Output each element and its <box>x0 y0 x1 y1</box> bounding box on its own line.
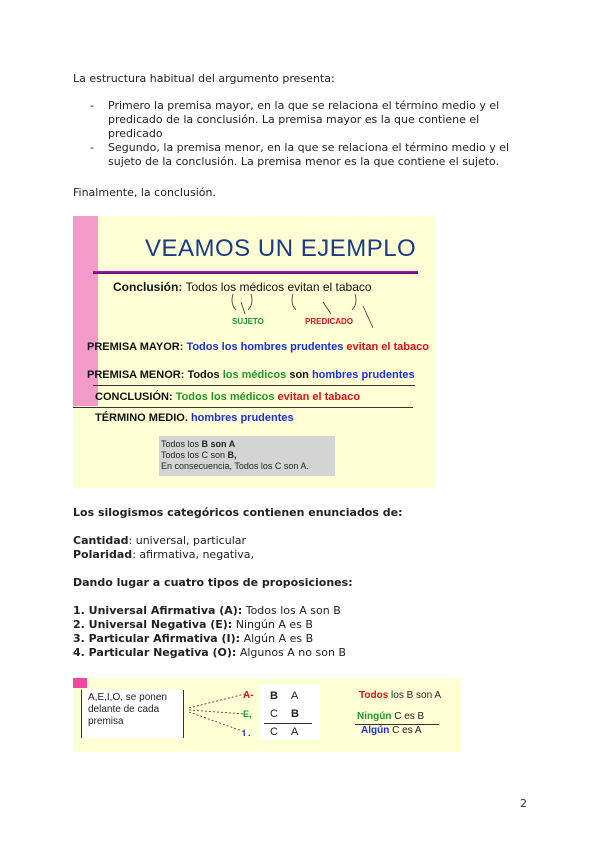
subject-label: SUJETO <box>232 317 264 326</box>
syllogism-example-box: Todos los B son A Todos los C son B, En consecuencia, Todos los C son A. <box>159 436 335 476</box>
notation-note: A,E,I,O, se ponen delante de cada premisa <box>81 690 184 738</box>
letter-a: A- <box>243 690 254 701</box>
conclusion-row: CONCLUSIÓN: Todos los médicos evitan el tabaco <box>95 391 361 403</box>
divider <box>93 385 415 386</box>
polarity-line: Polaridad: afirmativa, negativa, <box>73 548 255 561</box>
major-premise: PREMISA MAYOR: Todos los hombres prudentes evitan el tabaco <box>87 341 429 353</box>
letter-e: E, <box>243 709 252 719</box>
quantity-line: Cantidad: universal, particular <box>73 534 247 547</box>
slide-accent <box>73 678 87 688</box>
predicate-label: PREDICADO <box>305 317 354 326</box>
types-heading: Dando lugar a cuatro tipos de proposiciones: <box>73 576 353 589</box>
structure-list <box>90 99 530 169</box>
finally-text: Finalmente, la conclusión. <box>73 186 216 199</box>
minor-premise: PREMISA MENOR: Todos los médicos son hombres prudentes <box>87 369 415 381</box>
example-slide <box>73 216 436 488</box>
syllogism-heading: Los silogismos categóricos contienen enunciados de: <box>73 506 403 519</box>
divider <box>73 407 413 408</box>
middle-term-row: TÉRMINO MEDIO. hombres prudentes <box>95 412 294 424</box>
list-item: 3. Particular Afirmativa (I): Algún A es B <box>73 632 314 645</box>
title-rule <box>93 271 418 274</box>
rule-line: Todos los B son A <box>359 690 442 701</box>
notation-slide <box>73 678 461 752</box>
term-grid: B A C B C A <box>260 684 320 740</box>
rule-line: Algún C es A <box>361 725 422 736</box>
list-item: 2. Universal Negativa (E): Ningún A es B <box>73 618 313 631</box>
conclusion-label: Conclusión: <box>113 280 183 294</box>
page-number: 2 <box>520 797 527 810</box>
conclusion-text: Todos los médicos evitan el tabaco <box>185 280 372 294</box>
intro-text: La estructura habitual del argumento presenta: <box>73 72 335 85</box>
list-item: 1. Universal Afirmativa (A): Todos los A son B <box>73 604 341 617</box>
list-item: - Segundo, la premisa menor, en la que se relaciona el término medio y el sujeto de la conclusión. La premisa menor es la que contiene el sujeto. <box>90 141 530 169</box>
rule-line: Ningún C es B <box>357 711 425 722</box>
list-item: - Primero la premisa mayor, en la que se relaciona el término medio y el predicado de la conclusión. La premisa mayor es la que contiene el predicado <box>90 99 530 141</box>
letter-i: I . <box>243 728 251 738</box>
list-item: 4. Particular Negativa (O): Algunos A no son B <box>73 646 346 659</box>
arrows-graphic <box>223 292 373 332</box>
slide-title: VEAMOS UN EJEMPLO <box>145 235 417 262</box>
